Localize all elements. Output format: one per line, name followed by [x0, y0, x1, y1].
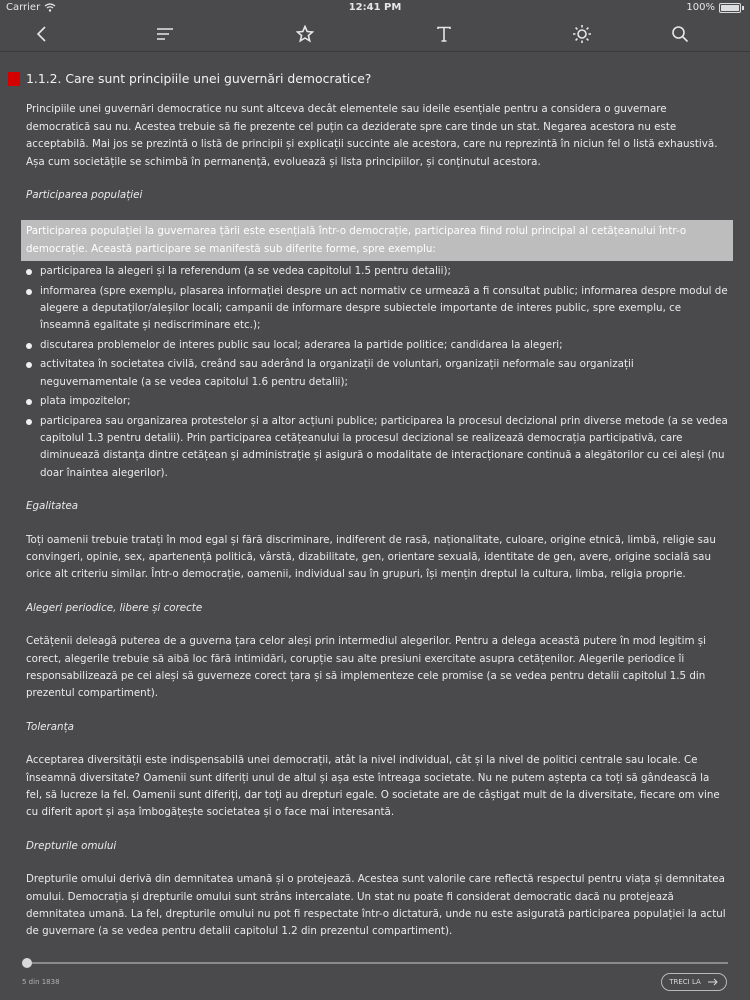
list-item: discutarea problemelor de interes public sau local; aderarea la partide politice; candidarea la alegeri;	[26, 337, 728, 354]
arrow-right-icon	[707, 978, 719, 986]
goto-page-button[interactable]	[661, 973, 727, 991]
participation-list	[26, 263, 728, 482]
status-bar	[0, 0, 750, 16]
list-item: plata impozitelor;	[26, 393, 728, 410]
elections-paragraph: Cetățenii deleagă puterea de a guverna țara celor aleși prin intermediul alegerilor. Pentru a delega această putere în mod legitim și corect, alegerile trebuie să aibă loc fără intimidări, corupție sau alte presiuni exercitate asupra cetățenilor. Alegerile periodice îi responsabilizează pe cei aleși să guverneze corect țara și să implementeze cele promise (a se vedea pentru detalii capitolul 1.5 din prezentul compartiment).	[26, 635, 706, 700]
table-of-contents-icon	[156, 27, 174, 41]
section-title-human-rights: Drepturile omului	[26, 839, 117, 852]
brightness-icon	[572, 24, 592, 44]
page-progress-slider[interactable]	[24, 962, 728, 964]
bookmark-star-button[interactable]	[289, 20, 321, 48]
progress-slider-handle[interactable]	[22, 958, 32, 968]
page-counter: 5 din 1838	[22, 978, 60, 986]
section-title-elections: Alegeri periodice, libere și corecte	[26, 601, 203, 614]
battery-icon	[719, 3, 741, 13]
search-icon	[671, 25, 689, 43]
text-size-icon	[436, 26, 452, 42]
list-item: participarea sau organizarea protestelor și a altor acțiuni publice; participarea la procesul decizional prin diverse metode (a se vedea capitolul 1.3 pentru detalii). Prin participarea cetățeanului la procesul decizional se realizează democrația participativă, care diminuează distanța dintre cetățean și administrație și asigură o modalitate de interacționare continuă a alegătorilor cu cei aleși (nu doar înaintea alegerilor).	[26, 413, 728, 483]
article-heading	[26, 70, 728, 87]
brightness-button[interactable]	[566, 20, 598, 48]
search-button[interactable]	[664, 20, 696, 48]
battery-tip	[742, 6, 744, 10]
article-title: 1.1.2. Care sunt principiile unei guvernări democratice?	[26, 71, 372, 86]
battery-percent: 100%	[686, 2, 715, 13]
list-item: informarea (spre exemplu, plasarea informației despre un act normativ ce urmează a fi consultat public; informarea despre modul de alegere a deputaților/aleșilor locali; campanii de informare despre subiectele importante de interes public, spre exemplu, ce înseamnă egalitate și nediscriminare etc.);	[26, 283, 728, 335]
section-title-tolerance: Toleranța	[26, 720, 74, 733]
back-button[interactable]	[26, 20, 58, 48]
table-of-contents-button[interactable]	[149, 20, 181, 48]
status-right	[686, 2, 744, 13]
text-settings-button[interactable]	[428, 20, 460, 48]
list-item: activitatea în societatea civilă, creând sau aderând la organizații de voluntari, organizații neformale sau organizații neguvernamentale (a se vedea capitolul 1.6 pentru detalii);	[26, 356, 728, 391]
article-content	[26, 60, 728, 957]
equality-paragraph: Toți oamenii trebuie tratați în mod egal și fără discriminare, indiferent de rasă, naționalitate, culoare, origine etnică, limbă, religie sau convingeri, opinie, sex, apartenență politică, vârstă, dizabilitate, gen, orientare sexuală, identitate de gen, avere, origine socială sau orice alt criteriu similar. Într-o democrație, oamenii, individual sau în grupuri, își mențin dreptul la cultura, limba, religia proprie.	[26, 533, 716, 581]
highlighted-passage[interactable]: Participarea populației la guvernarea țării este esențială într-o democrație, participarea fiind rolul principal al cetățeanului într-o democrație. Această participare se manifestă sub diferite forme, spre exemplu:	[21, 220, 733, 261]
bookmark-marker-icon[interactable]	[8, 72, 20, 86]
human-rights-paragraph: Drepturile omului derivă din demnitatea umană și o protejează. Acestea sunt valorile care reflectă respectul pentru viața și demnitatea omului. Democrația și drepturile omului sunt strâns intercalate. Un stat nu poate fi considerat democratic dacă nu protejează demnitatea umană. La fel, drepturile omului nu pot fi respectate într-o dictatură, unde nu este asigurată participarea populației la actul de guvernare (a se vedea pentru detalii capitolul 1.2 din prezentul compartiment).	[26, 873, 726, 938]
tolerance-paragraph: Acceptarea diversității este indispensabilă unei democrații, atât la nivel individual, cât și la nivel de politici centrale sau locale. Ce înseamnă diversitate? Oamenii sunt diferiți unul de altul și așa este întreaga societate. Nu ne putem aștepta ca toți să gândească la fel, să lucreze la fel. Oamenii sunt diferiți, dar toți au drepturi egale. O societate are de câștigat mult de la diversitate, fiecare om vine cu diferit aport și așa îmbogățește societatea și o face mai interesantă.	[26, 754, 720, 819]
reader-toolbar	[0, 16, 750, 52]
star-icon	[296, 25, 314, 43]
section-title-participation: Participarea populației	[26, 189, 143, 202]
chevron-left-icon	[35, 25, 49, 43]
list-item: participarea la alegeri și la referendum (a se vedea capitolul 1.5 pentru detalii);	[26, 263, 728, 280]
status-time: 12:41 PM	[348, 2, 402, 13]
carrier-label: Carrier	[6, 2, 41, 13]
intro-paragraph: Principiile unei guvernări democratice nu sunt altceva decât elementele sau ideile esențiale pentru a considera o guvernare democratică sau nu. Acestea trebuie să fie prezente cel puțin ca deziderate spre care tinde un stat. Negarea acestora nu este acceptabilă. Mai jos se prezintă o listă de principii și explicații succinte ale acestora, care nu reprezintă în niciun fel o listă exhaustivă. Așa cum societățile se schimbă în permanență, evoluează și lista principiilor, și conținutul acestora.	[26, 103, 718, 168]
goto-label: TRECI LA	[669, 978, 701, 986]
section-title-equality: Egalitatea	[26, 500, 79, 513]
